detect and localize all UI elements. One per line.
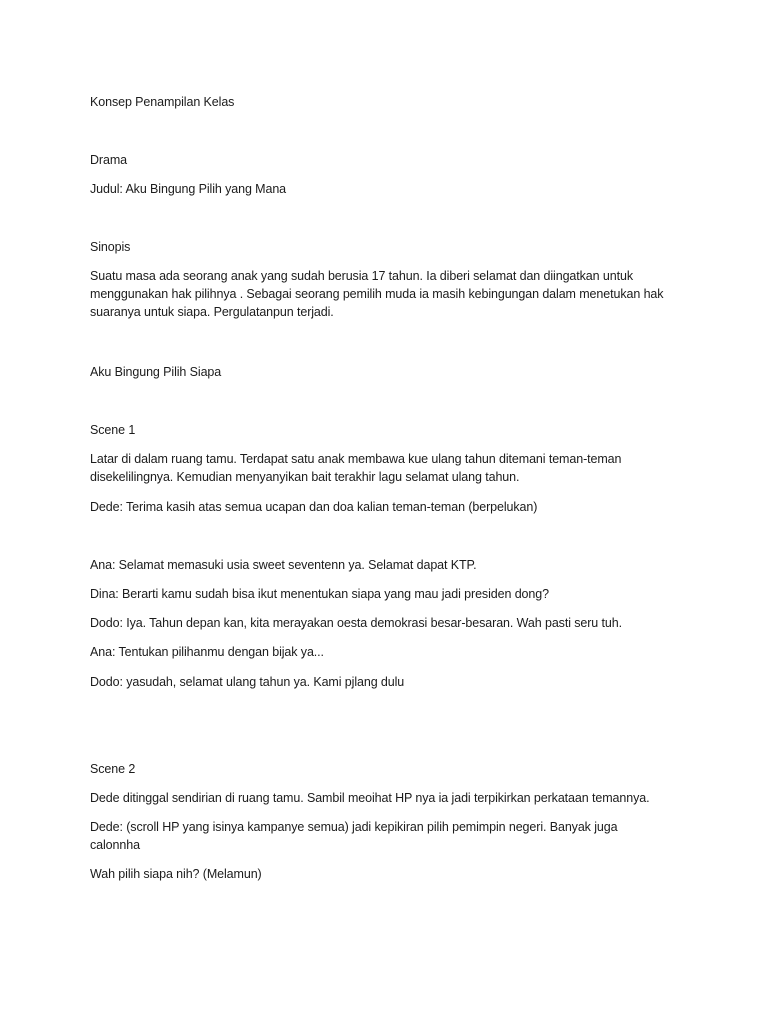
scene2-heading: Scene 2 [90,762,136,776]
dialogue-line: Dodo: Iya. Tahun depan kan, kita merayakan oesta demokrasi besar-besaran. Wah pasti seru tuh. [90,616,622,630]
dialogue-line: Dodo: yasudah, selamat ulang tahun ya. Kami pjlang dulu [90,675,405,689]
scene1-heading: Scene 1 [90,423,136,437]
dialogue-line: Ana: Selamat memasuki usia sweet seventenn ya. Selamat dapat KTP. [90,558,477,572]
document-heading: Konsep Penampilan Kelas [90,95,235,109]
dialogue-line: Dede: (scroll HP yang isinya kampanye semua) jadi kepikiran pilih pemimpin negeri. Banyak juga calonnha [90,820,618,852]
scene2-setting: Dede ditinggal sendirian di ruang tamu. Sambil meoihat HP nya ia jadi terpikirkan perkataan temannya. [90,791,650,805]
dialogue-line: Dede: Terima kasih atas semua ucapan dan doa kalian teman-teman (berpelukan) [90,500,538,514]
category-label: Drama [90,153,128,167]
scene1-setting: Latar di dalam ruang tamu. Terdapat satu anak membawa kue ulang tahun ditemani teman-teman disekelilingnya. Kemudian menyanyikan bait terakhir lagu selamat ulang tahun. [90,452,622,484]
script-title: Aku Bingung Pilih Siapa [90,365,222,379]
synopsis-heading: Sinopis [90,240,131,254]
dialogue-line: Ana: Tentukan pilihanmu dengan bijak ya... [90,645,324,659]
synopsis-text: Suatu masa ada seorang anak yang sudah berusia 17 tahun. Ia diberi selamat dan diingatkan untuk menggunakan hak pilihnya . Sebagai seorang pemilih muda ia masih kebingungan dalam menetukan hak suaranya untuk siapa. Pergulatanpun terjadi. [90,269,664,319]
dialogue-line: Wah pilih siapa nih? (Melamun) [90,867,262,881]
dialogue-line: Dina: Berarti kamu sudah bisa ikut menentukan siapa yang mau jadi presiden dong? [90,587,549,601]
play-title: Judul: Aku Bingung Pilih yang Mana [90,182,287,196]
